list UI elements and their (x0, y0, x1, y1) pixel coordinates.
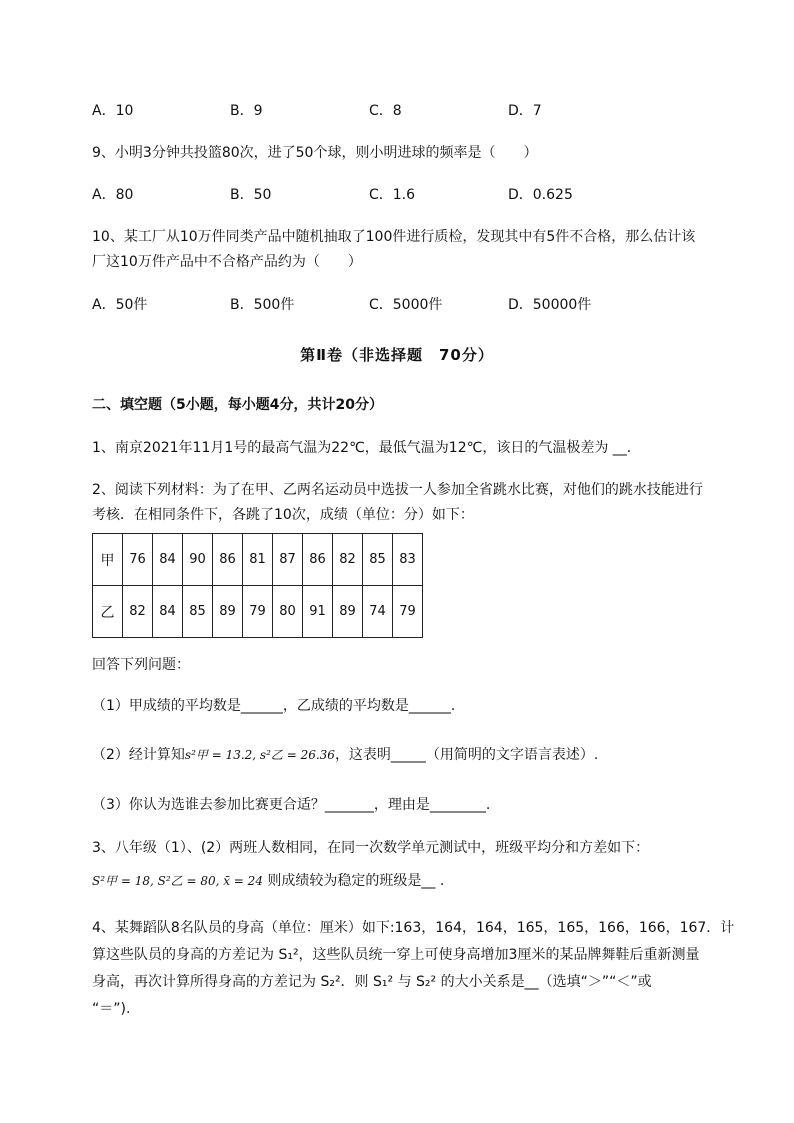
score-cell: 90 (183, 534, 213, 586)
fill-question-2-line1: 2、阅读下列材料：为了在甲、乙两名运动员中选拔一人参加全省跳水比赛，对他们的跳水技能进行 (92, 482, 703, 498)
score-cell: 81 (243, 534, 273, 586)
variance-formula: s²甲 = 13.2, s²乙 = 26.36 (184, 748, 335, 762)
class-variance-formula: S²甲 = 18, S²乙 = 80, x̄ = 24 (92, 874, 263, 888)
score-table (92, 533, 423, 638)
fill-question-3-line2 (92, 870, 444, 890)
score-row-yi (93, 586, 423, 638)
score-cell: 85 (363, 534, 393, 586)
score-cell: 84 (153, 586, 183, 638)
q9-stem: 9、小明3分钟共投篮80次，进了50个球，则小明进球的频率是（ ） (92, 145, 538, 161)
score-row-label: 乙 (93, 586, 123, 638)
score-cell: 89 (213, 586, 243, 638)
fill-question-2-sub2 (92, 744, 598, 764)
q10-option-a: A．50件 (92, 297, 148, 313)
fill-question-2-sub1: （1）甲成绩的平均数是______，乙成绩的平均数是______. (92, 698, 456, 714)
answer-prompt: 回答下列问题： (92, 657, 190, 673)
score-cell: 83 (393, 534, 423, 586)
sub2-suffix: ，这表明_____（用简明的文字语言表述）. (334, 747, 599, 763)
score-cell: 80 (273, 586, 303, 638)
score-row-label: 甲 (93, 534, 123, 586)
q9-option-d: D．0.625 (508, 187, 573, 203)
q9-option-c: C．1.6 (369, 187, 416, 203)
q8-option-a: A．10 (92, 103, 134, 119)
q9-option-b: B．50 (230, 187, 272, 203)
q10-option-d: D．50000件 (508, 297, 592, 313)
section2-heading: 二、填空题（5小题，每小题4分，共计20分） (92, 397, 383, 413)
score-cell: 91 (303, 586, 333, 638)
fill-question-4-line3: 身高，再次计算所得身高的方差记为 S₂²．则 S₁² 与 S₂² 的大小关系是__（选填“＞”“＜”或 (92, 974, 652, 990)
score-cell: 85 (183, 586, 213, 638)
q10-line2: 厂这10万件产品中不合格产品约为（ ） (92, 254, 362, 270)
fill-question-1: 1、南京2021年11月1号的最高气温为22℃，最低气温为12℃，该日的气温极差为 __. (92, 440, 632, 456)
q8-option-c: C．8 (369, 103, 402, 119)
sub2-prefix: （2）经计算知 (92, 747, 185, 763)
part2-title: 第Ⅱ卷（非选择题 70分） (300, 346, 494, 364)
score-cell: 84 (153, 534, 183, 586)
fill-question-4-line4: “＝”). (92, 1001, 131, 1017)
q9-option-a: A．80 (92, 187, 134, 203)
q8-options (92, 100, 732, 120)
score-cell: 82 (123, 586, 153, 638)
fill-question-3-line1: 3、八年级（1）、(2）两班人数相同，在同一次数学单元测试中，班级平均分和方差如下： (92, 840, 650, 856)
score-cell: 82 (333, 534, 363, 586)
score-cell: 87 (273, 534, 303, 586)
score-cell: 86 (213, 534, 243, 586)
score-cell: 79 (393, 586, 423, 638)
score-cell: 74 (363, 586, 393, 638)
q9-options (92, 184, 732, 204)
fill-question-4-line1: 4、某舞蹈队8名队员的身高（单位：厘米）如下:163，164，164，165，165，166，166，167．计 (92, 920, 735, 936)
q10-options (92, 294, 732, 314)
fill-question-2-sub3: （3）你认为选谁去参加比赛更合适？_______，理由是________. (92, 797, 491, 813)
score-cell: 86 (303, 534, 333, 586)
fill-question-4-line2: 算这些队员的身高的方差记为 S₁²，这些队员统一穿上可使身高增加3厘米的某品牌舞鞋后重新测量 (92, 947, 700, 963)
fill-question-2-line2: 考核．在相同条件下，各跳了10次，成绩（单位：分）如下： (92, 507, 474, 523)
q10-option-b: B．500件 (230, 297, 295, 313)
score-cell: 89 (333, 586, 363, 638)
q8-option-d: D．7 (508, 103, 542, 119)
q10-option-c: C．5000件 (369, 297, 443, 313)
score-row-jia (93, 534, 423, 586)
fill-question-3-suffix: 则成绩较为稳定的班级是__ . (262, 873, 445, 889)
q10-line1: 10、某工厂从10万件同类产品中随机抽取了100件进行质检，发现其中有5件不合格，那么估计该 (92, 229, 696, 245)
score-cell: 79 (243, 586, 273, 638)
score-cell: 76 (123, 534, 153, 586)
q8-option-b: B．9 (230, 103, 263, 119)
